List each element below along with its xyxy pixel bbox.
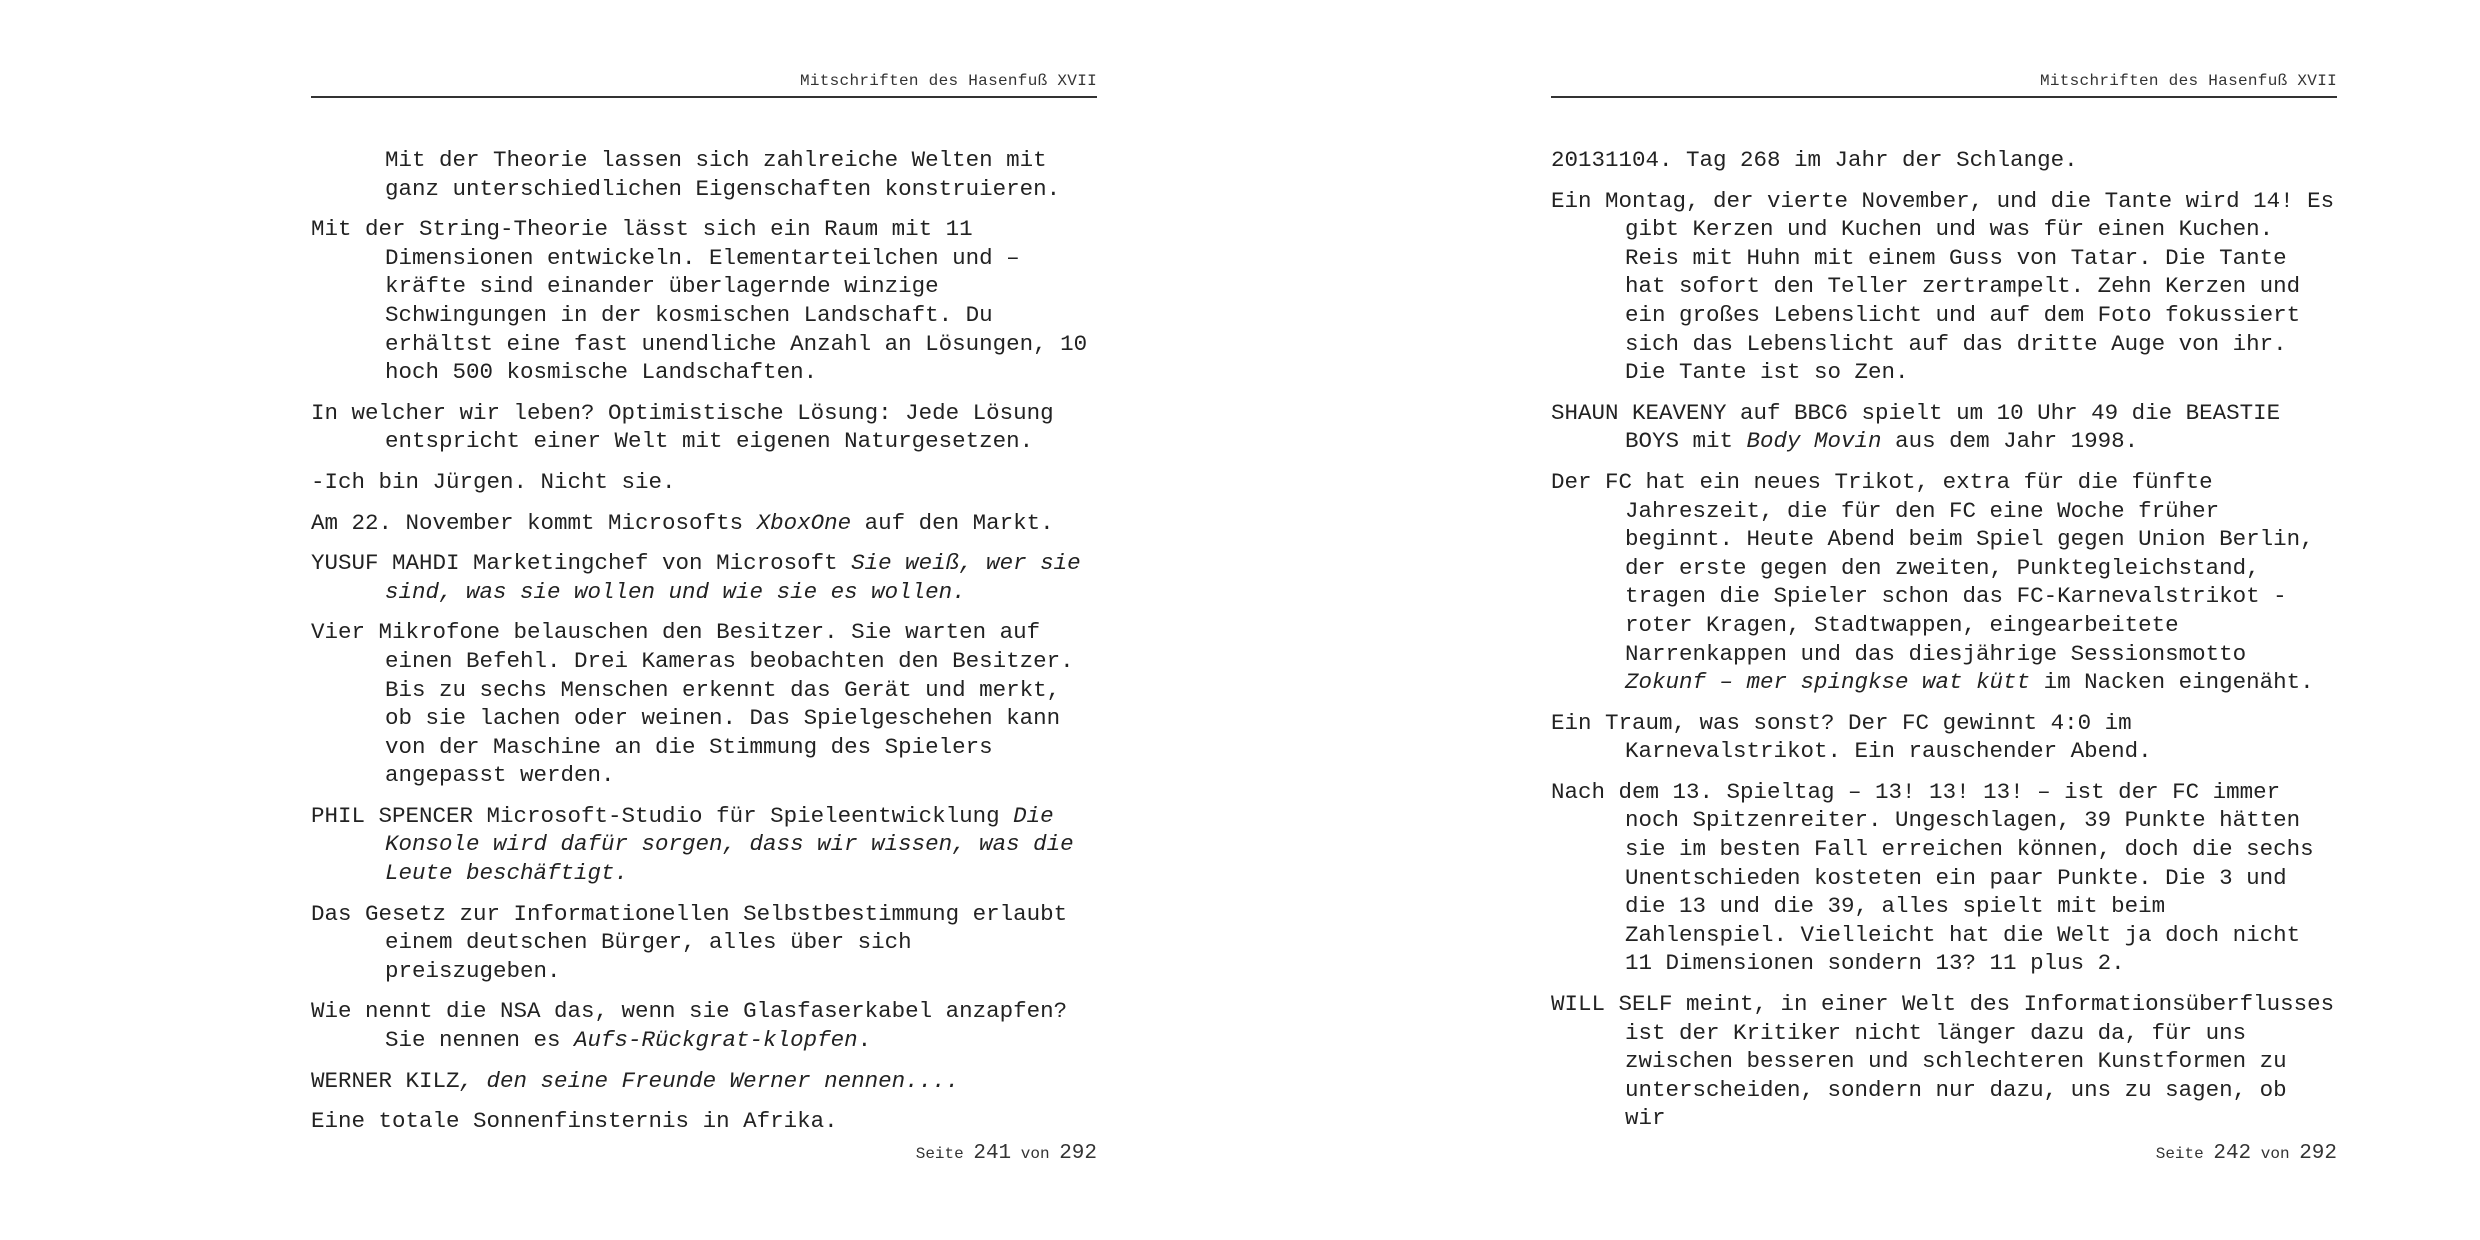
paragraph	[311, 215, 1097, 387]
text-segment: Wie nennt die NSA das, wenn sie Glasfaserkabel anzapfen? Sie nennen es	[311, 998, 1068, 1054]
italic-text: Zokunf – mer spingkse wat kütt	[1625, 669, 2031, 696]
page-number-footer	[311, 1142, 1097, 1165]
italic-text: XboxOne	[756, 509, 852, 536]
paragraph	[311, 997, 1097, 1054]
paragraph	[311, 1067, 1097, 1096]
italic-text: , den seine Freunde Werner nennen....	[459, 1067, 960, 1094]
text-segment: -Ich bin Jürgen. Nicht sie.	[311, 468, 676, 495]
text-segment: SHAUN KEAVENY auf BBC6 spielt um 10 Uhr 49 die BEASTIE BOYS mit	[1551, 399, 2281, 455]
text-segment: In welcher wir leben? Optimistische Lösung: Jede Lösung entspricht einer Welt mit eigenen Naturgesetzen.	[311, 399, 1054, 455]
footer-middle: von	[2260, 1145, 2290, 1163]
paragraph	[1551, 468, 2337, 697]
paragraph	[311, 1107, 1097, 1136]
text-segment: YUSUF MAHDI Marketingchef von Microsoft	[311, 550, 852, 577]
paragraph	[1551, 709, 2337, 766]
italic-text: Die Konsole wird dafür sorgen, dass wir wissen, was die Leute beschäftigt.	[385, 802, 1074, 887]
page-number-footer	[1551, 1142, 2337, 1165]
text-segment: 20131104. Tag 268 im Jahr der Schlange.	[1551, 147, 2078, 173]
text-segment: aus dem Jahr 1998.	[1881, 428, 2139, 455]
running-header: Mitschriften des Hasenfuß XVII	[2039, 72, 2337, 90]
right-page	[1240, 0, 2480, 1240]
header-rule	[311, 96, 1097, 98]
page-body	[1551, 146, 2337, 1145]
text-segment: Nach dem 13. Spieltag – 13! 13! 13! – ist der FC immer noch Spitzenreiter. Ungeschlagen, 39 Punkte hätten sie im besten Fall erreichen können, doch die sechs Unentschieden kosteten ein paar Punkte. Die 3 und die 13 und die 39, alles spielt mit beim Zahlenspiel. Vielleicht hat die Welt ja doch nicht 11 Dimensionen sondern 13? 11 plus 2.	[1551, 778, 2314, 977]
text-segment: Eine totale Sonnenfinsternis in Afrika.	[311, 1108, 838, 1135]
paragraph	[311, 468, 1097, 497]
footer-prefix: Seite	[2155, 1145, 2204, 1163]
text-segment: PHIL SPENCER Microsoft-Studio für Spieleentwicklung	[311, 802, 1014, 829]
text-segment: Der FC hat ein neues Trikot, extra für die fünfte Jahreszeit, die für den FC eine Woche früher beginnt. Heute Abend beim Spiel gegen Union Berlin, der erste gegen den zweiten, Punktegleichstand, tragen die Spieler schon das FC-Karnevalstrikot - roter Kragen, Stadtwappen, eingearbeitete Narrenkappen und das diesjährige Sessionsmotto	[1551, 468, 2314, 667]
paragraph	[311, 399, 1097, 456]
text-segment: Am 22. November kommt Microsofts	[311, 509, 757, 536]
footer-page-total: 292	[2299, 1142, 2337, 1165]
footer-page-number: 242	[2213, 1142, 2252, 1165]
header-rule	[1551, 96, 2337, 98]
paragraph	[1551, 399, 2337, 456]
running-header: Mitschriften des Hasenfuß XVII	[799, 72, 1097, 90]
text-segment: Mit der String-Theorie lässt sich ein Raum mit 11 Dimensionen entwickeln. Elementarteilchen und –kräfte sind einander überlagernde winzige Schwingungen in der kosmischen Landschaft. Du erhältst eine fast unendliche Anzahl an Lösungen, 10 hoch 500 kosmische Landschaften.	[311, 216, 1088, 386]
paragraph	[1551, 778, 2337, 978]
text-segment: Mit der Theorie lassen sich zahlreiche Welten mit ganz unterschiedlichen Eigenschaften konstruieren.	[385, 147, 1061, 202]
footer-page-number: 241	[973, 1142, 1012, 1165]
text-segment: im Nacken eingenäht.	[2030, 669, 2314, 696]
text-segment: Ein Traum, was sonst? Der FC gewinnt 4:0 im Karnevalstrikot. Ein rauschender Abend.	[1551, 709, 2152, 765]
paragraph	[311, 549, 1097, 606]
footer-prefix: Seite	[915, 1145, 964, 1163]
footer-page-total: 292	[1059, 1142, 1097, 1165]
paragraph	[311, 146, 1097, 203]
paragraph	[311, 618, 1097, 790]
paragraph	[311, 509, 1097, 538]
italic-text: Aufs-Rückgrat-klopfen	[574, 1027, 858, 1054]
italic-text: Sie weiß, wer sie sind, was sie wollen und wie sie es wollen.	[385, 550, 1081, 605]
text-segment: WILL SELF meint, in einer Welt des Informationsüberflusses ist der Kritiker nicht länger dazu da, für uns zwischen besseren und schlechteren Kunstformen zu unterscheiden, sondern nur dazu, uns zu sagen, ob wir	[1551, 991, 2335, 1132]
text-segment: Das Gesetz zur Informationellen Selbstbestimmung erlaubt einem deutschen Bürger, alles über sich preiszugeben.	[311, 900, 1068, 984]
paragraph	[311, 802, 1097, 888]
paragraph	[1551, 187, 2337, 387]
footer-middle: von	[1020, 1145, 1050, 1163]
text-segment: Vier Mikrofone belauschen den Besitzer. Sie warten auf einen Befehl. Drei Kameras beobachten den Besitzer. Bis zu sechs Menschen erkennt das Gerät und merkt, ob sie lachen oder weinen. Das Spielgeschehen kann von der Maschine an die Stimmung des Spielers angepasst werden.	[311, 619, 1074, 789]
italic-text: Body Movin	[1746, 428, 1882, 455]
text-segment: .	[857, 1027, 872, 1054]
paragraph	[1551, 990, 2337, 1133]
text-segment: auf den Markt.	[851, 509, 1054, 536]
page-body	[311, 146, 1097, 1148]
text-segment: Ein Montag, der vierte November, und die Tante wird 14! Es gibt Kerzen und Kuchen und was für einen Kuchen. Reis mit Huhn mit einem Guss von Tatar. Die Tante hat sofort den Teller zertrampelt. Zehn Kerzen und ein großes Lebenslicht und auf dem Foto fokussiert sich das Lebenslicht auf das dritte Auge von ihr. Die Tante ist so Zen.	[1551, 187, 2335, 386]
paragraph	[311, 900, 1097, 986]
paragraph	[1551, 146, 2337, 175]
text-segment: WERNER KILZ	[311, 1067, 460, 1094]
